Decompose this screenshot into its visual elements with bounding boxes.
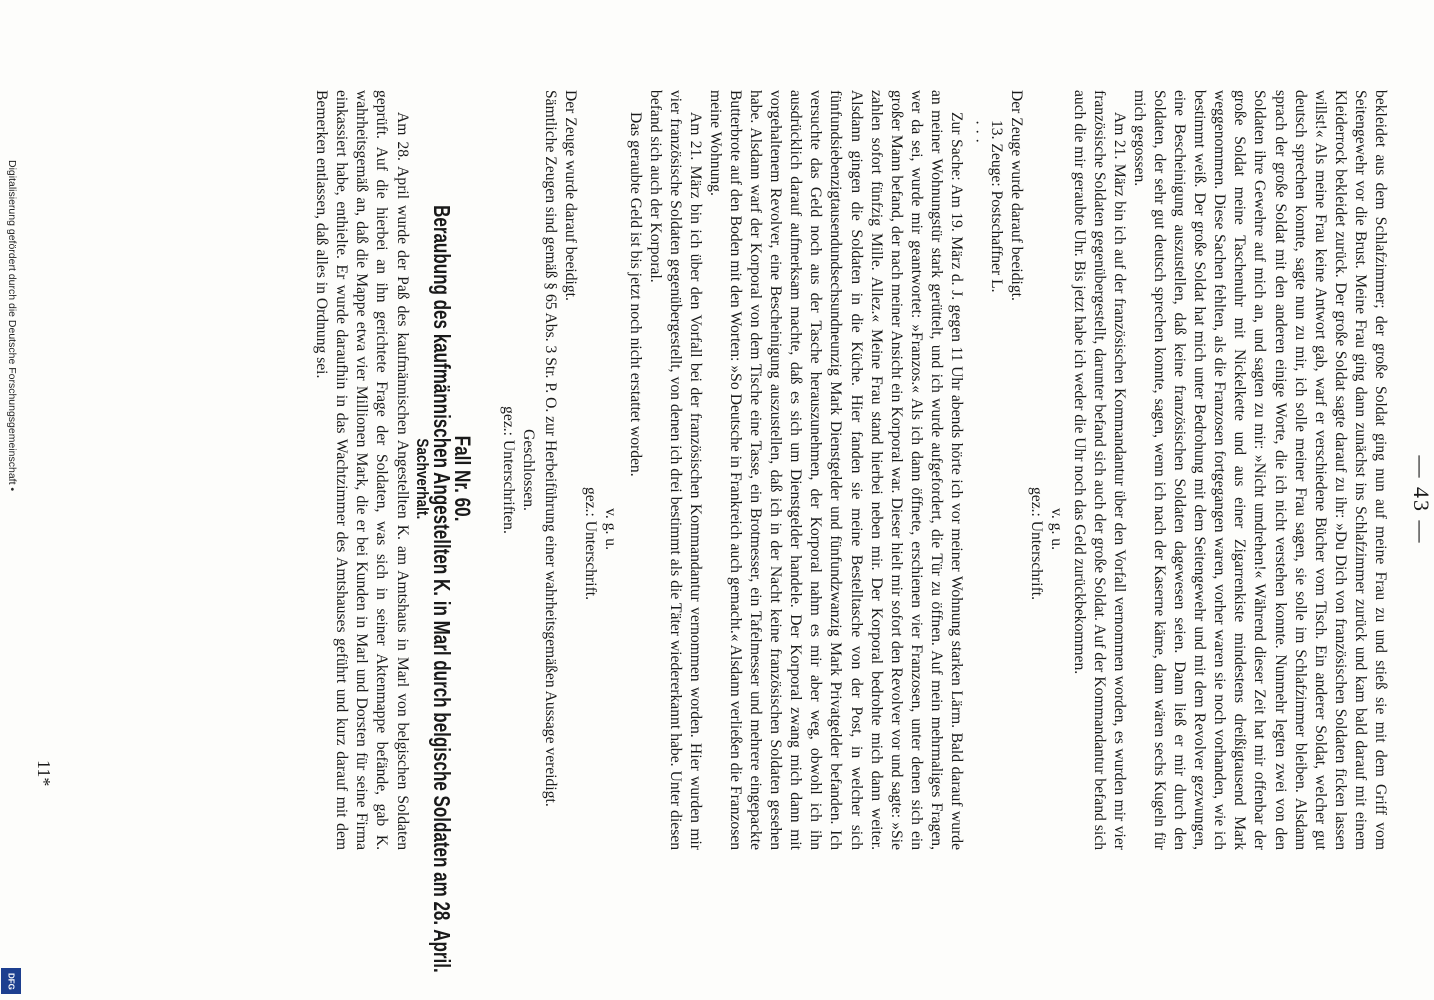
ellipsis: · · · [968, 120, 986, 144]
case-title: Beraubung des kaufmännischen Angestellten K. in Marl durch belgische Soldaten am 28. April. [428, 205, 455, 973]
continued-testimony [311, 90, 1390, 973]
vgu-mark: v. g. u. [1048, 508, 1066, 550]
paragraph: Am 21. März bin ich über den Vorfall bei der französischen Kommandantur vernommen worden. Hier wurden mir vier französische Soldaten gegenübergestellt, von denen ich drei bestimmt als die Täter wiedererkannt habe. Unter diesen befand sich auch der Korporal. [646, 90, 704, 850]
facts-heading: Sachverhalt. [412, 438, 432, 520]
sheet-signature-mark: 11* [34, 760, 54, 787]
page-number: — 43 — [1409, 455, 1434, 545]
signature-line: gez.: Unterschrift. [1028, 486, 1046, 600]
closed-note: Geschlossen. [520, 429, 538, 511]
paragraph: Zur Sache: Am 19. März d. J. gegen 11 Uhr abends hörte ich vor meiner Wohnung starken Lärm. Bald darauf wurde an meiner Wohnungstür stark gerüttelt, und ich wurde aufgefordert, die Tür zu öffnen. Auf mein mehrmaliges Fragen, wer da sei, wurde mir geantwortet: »Franzos.« Als ich dann öffnete, erschienen vier Franzosen, unter denen sich ein großer Mann befand, der nach meiner Ansicht ein Korporal war. Dieser hielt mir sofort den Revolver vor und sagte: »Sie zahlen sofort fünfzig Mille. Allez.« Meine Frau stand hierbei neben mir. Der Korporal bedrohte mich dann weiter. Alsdann gingen die Soldaten in die Küche. Hier fanden sie meine Bestelltasche von der Post, in welcher sich fünfundsiebenzigtausendundsechsundneunzig Mark Dienstgelder und fünfundzwanzig Mark Privatgelder befanden. Ich versuchte das Geld noch aus der Tasche herauszunehmen, der Korporal nahm es mir aber weg, obwohl ich ihn ausdrücklich darauf aufmerksam machte, daß es sich um Dienstgelder handele. Der Korporal zwang mich dann mit vorgehaltenem Revolver, eine Bescheinigung auszustellen, daß ich in der Nacht keine französischen Soldaten gesehen habe. Alsdann warf der Korporal von dem Tische eine Tasse, ein Brotmesser, ein Tafelmesser und mehrere eingepackte Butterbrote auf den Boden mit den Worten: »So Deutsche in Frankreich auch gemacht.« Alsdann verließen die Franzosen meine Wohnung. [706, 90, 966, 850]
case-section [311, 90, 475, 973]
witness-heading: 13. Zeuge: Postschaffner L. [988, 120, 1006, 293]
paragraph: Am 28. April wurde der Paß des kaufmännischen Angestellten K. am Amtshaus in Marl von belgischen Soldaten geprüft. Auf die hierbei an ihn gerichtete Frage der Soldaten, was sich in seiner Aktenmappe befände, gab K. wahrheitsgemäß an, daß die Mappe etwa vier Millionen Mark, die er bei Kunden in Marl und Dorsten für seine Firma einkassiert habe, enthielte. Er wurde daraufhin in das Wachtzimmer des Amtshauses geführt und kurz darauf mit dem Bemerken entlassen, daß alles in Ordnung sei. [313, 90, 411, 850]
vgu-mark: v. g. u. [602, 508, 620, 550]
sworn-note: Der Zeuge wurde darauf beeidigt. [1008, 90, 1026, 301]
digitization-credit [1, 160, 27, 1000]
credit-text: Digitalisierung gefördert durch die Deutsche Forschungsgemeinschaft • [6, 160, 18, 492]
signature-line: gez.: Unterschriften. [499, 406, 517, 534]
paragraph: bekleidet aus dem Schlafzimmer; der große Soldat ging nun auf meine Frau zu und stieß sie mit dem Griff vom Seitengewehr vor die Brust. Meine Frau ging dann zunächst ins Schlafzimmer zurück und kam bald darauf mit einem Kleiderrock bekleidet zurück. Der große Soldat sagte darauf zu ihr: »Du Dich von französischen Soldaten ficken lassen willst!« Als meine Frau keine Antwort gab, warf er verschiedene Bücher vom Tisch. Ein anderer Soldat, welcher gut deutsch sprechen konnte, sagte nun zu mir, ich solle meiner Frau sagen, sie solle im Schlafzimmer bleiben. Alsdann sprach der große Soldat mit den anderen einige Worte, die ich nicht verstehen konnte. Nunmehr legten zwei von den Soldaten ihre Gewehre auf mich an, und sagten zu mir: »Nicht umdrehen!« Während dieser Zeit hat mir offenbar der große Soldat meine Taschenuhr mit Nickelkette und aus einer Zigarrenkiste mindestens dreißigtausend Mark weggenommen. Diese Sachen fehlten, als die Franzosen fortgegangen waren, vorher waren sie noch vorhanden, wie ich bestimmt weiß. Der große Soldat hat mich unter Bedrohung mit dem Seitengewehr und mit dem Revolver gezwungen, eine Bescheinigung auszustellen, daß keine französischen Soldaten dagewesen seien. Dann ließ er mir durch den Soldaten, der sehr gut deutsch sprechen konnte, sagen, wenn ich nach der Kaserne käme, dann wären sechs Kugeln für mich gegossen. [1130, 90, 1389, 850]
paragraph: Das geraubte Geld ist bis jetzt noch nicht erstattet worden. [626, 112, 644, 477]
case-number: Fall Nr. 60. [449, 435, 475, 522]
signature-line: gez.: Unterschrift. [582, 486, 600, 600]
dfg-logo: DFG [1, 968, 21, 994]
all-witnesses-sworn: Sämtliche Zeugen sind gemäß § 65 Abs. 3 Str. P. O. zur Herbeiführung einer wahrheitsgemäßen Aussage vereidigt. [542, 90, 560, 807]
paragraph: Am 21. März bin ich auf der französischen Kommandantur über den Vorfall vernommen worden, es wurden mir vier französische Soldaten gegenübergestellt, darunter befand sich auch der große Soldat. Auf der Kommandantur befand sich auch die mir geraubte Uhr. Bis jetzt habe ich weder die Uhr noch das Geld zurückbekommen. [1070, 90, 1128, 850]
sworn-note: Der Zeuge wurde darauf beeidigt. [562, 90, 580, 301]
